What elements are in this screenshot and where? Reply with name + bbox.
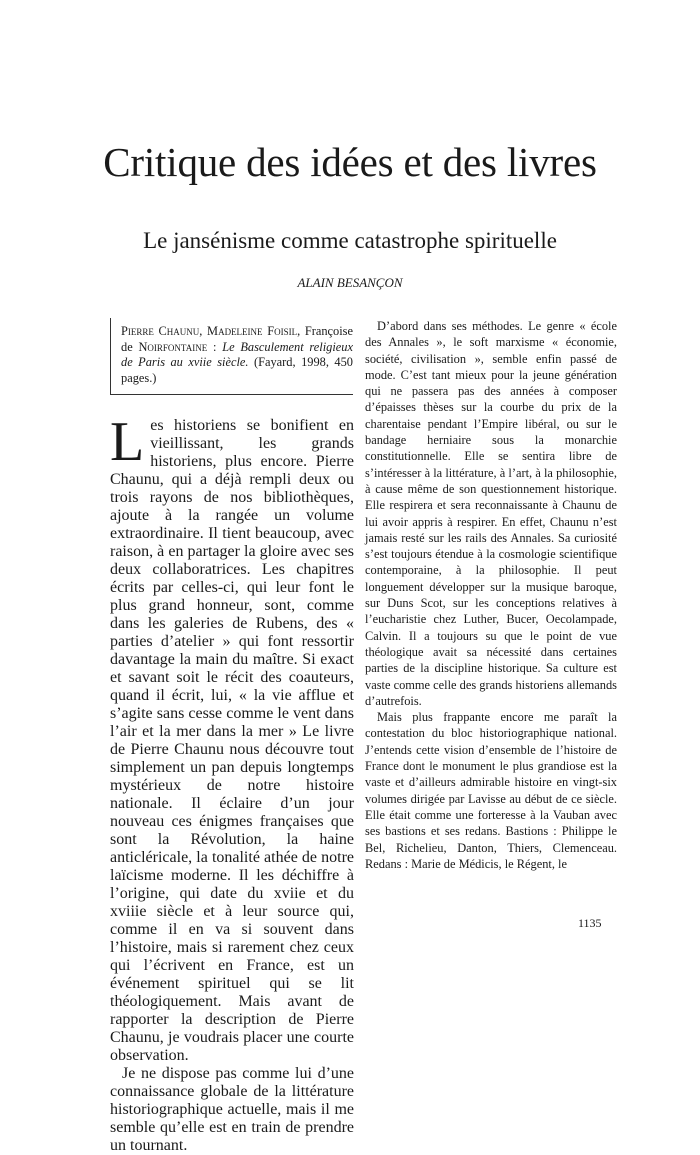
author-name: ALAIN BESANÇON	[297, 275, 403, 290]
paragraph-text: es historiens se bonifient en vieillissant, les grands historiens, plus encore. Pierre Chaunu, qui a déjà rempli deux ou trois rayons de nos bibliothèques, ajoute à la rangée un volume extraordinaire. Il tient beaucoup, avec raison, à en partager la gloire avec ses deux collaboratrices. Les chapitres écrits par celles-ci, qui leur font le plus grand honneur, sont, comme dans les galeries de Rubens, des « parties d’atelier » qui font ressortir davantage la main du maître. Si exact et savant soit le récit des coauteurs, quand il écrit, lui, « la vie afflue et s’agite sans cesse comme le vent dans l’air et la mer dans la mer » Le livre de Pierre Chaunu nous découvre tout simplement un pan depuis longtemps mystérieux de notre histoire nationale. Il éclaire d’un jour nouveau ces énigmes françaises que sont la Révolution, la haine anticléricale, la tonalité athée de notre laïcisme moderne. Il les déchiffre à l’origine, qui date du xviie et du xviiie siècle et à leur source qui, comme il en va si souvent dans l’histoire, mais si rarement chez ceux qui l’écrivent en France, est un événement spirituel qui se lit théologiquement. Mais avant de rapporter la description de Pierre Chaunu, je voudrais placer une courte observation.	[110, 417, 354, 1064]
reference-separator: , Françoise de	[121, 324, 354, 354]
section-title: Critique des idées et des livres	[103, 139, 597, 185]
paragraph: D’abord dans ses méthodes. Le genre « école des Annales », le soft marxisme « économie, société, civilisation », semble enfin passé de mode. C’est tant mieux pour la jeune génération qui ne passera pas des années à composer d’épaisses thèses sur la courbe du prix de la charentaise pendant l’Empire libéral, ou sur le bandage herniaire sous la monarchie constitutionnelle. Elle se sentira libre de s’intéresser à la littérature, à l’art, à la philosophie, à cause même de son questionnement historique. Elle respirera et sera reconnaissante à Chaunu de lui avoir appris à respirer. En effet, Chaunu n’est jamais resté sur les rails des Annales. Sa curiosité s’est toujours étendue à la cosmologie scientifique contemporaine, à la philosophie. Il peut longuement développer sur la musique baroque, sur Duns Scot, sur les conceptions relatives à l’eucharistie chez Luther, Bucer, Oecolampade, Calvin. Il a toujours su que le point de vue théologique avait sa nécessité dans certaines parties de la discipline historique. Sa culture est vaste comme celle des grands historiens allemands d’autrefois.	[365, 319, 617, 708]
paragraph: Je ne dispose pas comme lui d’une connaissance globale de la littérature historiographique actuelle, mais il me semble qu’elle est en train de prendre un tournant.	[110, 1065, 354, 1154]
reference-author-3: Noirfontaine	[138, 339, 208, 354]
book-reference-box	[110, 318, 353, 395]
article-title: Le jansénisme comme catastrophe spirituelle	[143, 228, 557, 253]
paragraph: Mais plus frappante encore me paraît la contestation du bloc historiographique national. J’entends cette vision d’ensemble de l’histoire de France dont le monument le plus grandiose est la vaste et d’ailleurs admirable histoire en vingt-six volumes dirigée par Lavisse au début de ce siècle. Elle était comme une forteresse à la Vauban avec ses bastions et ses redans. Bastions : Philippe le Bel, Richelieu, Danton, Thiers, Clemenceau. Redans : Marie de Médicis, le Régent, le	[365, 710, 617, 871]
reference-publisher: (Fayard, 1998, 450 pages.)	[121, 355, 354, 385]
reference-separator: ,	[199, 324, 208, 338]
reference-author-2: Madeleine Foisil	[207, 324, 298, 338]
right-column	[365, 318, 617, 872]
paragraph	[110, 411, 354, 1065]
reference-separator: :	[207, 339, 223, 354]
reference-book-title: Le Basculement religieux de Paris au xviie siècle.	[121, 339, 353, 370]
reference-author-1: Pierre Chaunu	[121, 324, 200, 338]
left-column	[110, 411, 354, 1155]
page-number: 1135	[578, 916, 602, 930]
drop-cap: L	[110, 411, 145, 473]
